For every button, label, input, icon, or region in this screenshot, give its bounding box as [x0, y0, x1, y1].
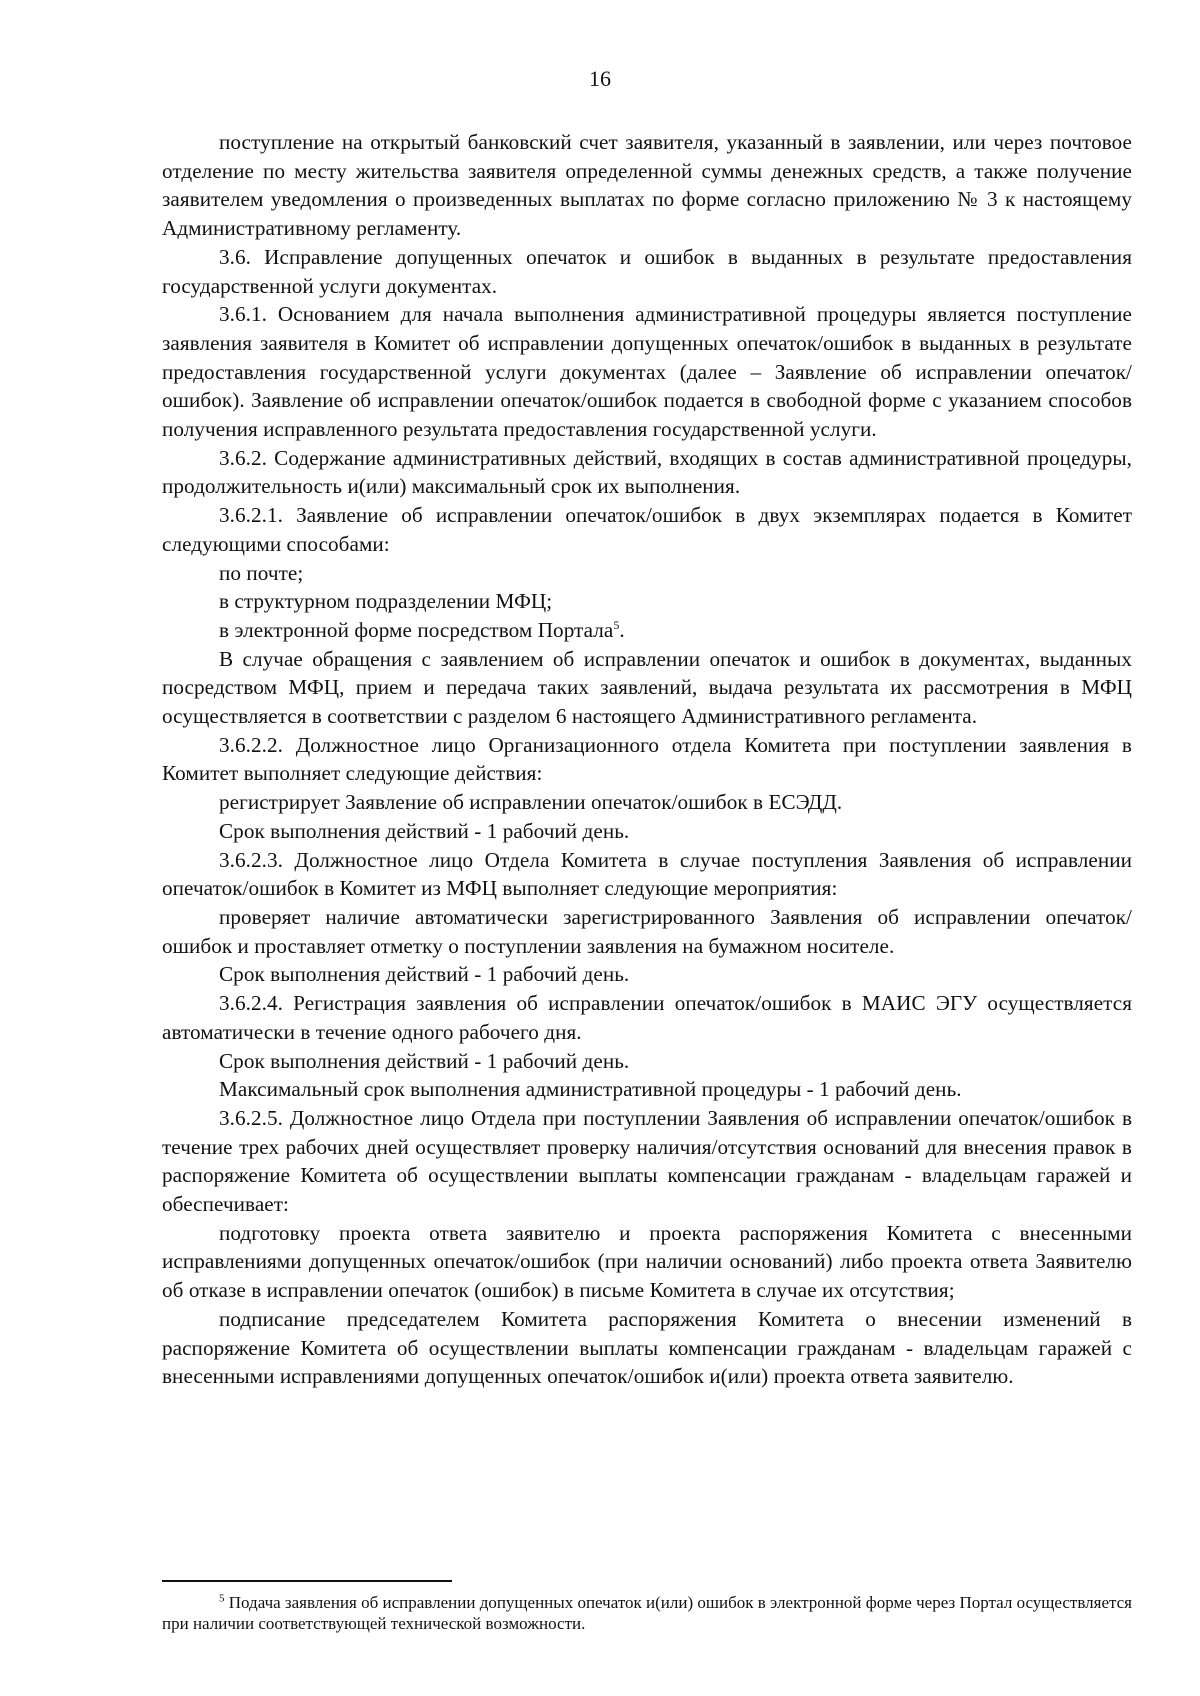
paragraph: регистрирует Заявление об исправлении опечаток/ошибок в ЕСЭДД.	[219, 790, 843, 815]
footnote-text: Подача заявления об исправлении допущенных опечаток и(или) ошибок в электронной форме через Портал осуществляется при наличии соответствующей технической возможности.	[162, 1593, 1132, 1633]
paragraph: Срок выполнения действий - 1 рабочий день.	[219, 1048, 630, 1073]
paragraph: Максимальный срок выполнения административной процедуры - 1 рабочий день.	[219, 1077, 962, 1102]
footnote-separator	[162, 1580, 452, 1582]
section-heading: 3.6. Исправление допущенных опечаток и ошибок в выданных в результате предоставления государственной услуги документах.	[162, 244, 1132, 298]
paragraph: поступление на открытый банковский счет заявителя, указанный в заявлении, или через почтовое отделение по месту жительства заявителя определенной суммы денежных средств, а также получение заявителем уведомления о произведенных выплатах по форме согласно приложению № 3 к настоящему Административному регламенту.	[162, 130, 1132, 241]
paragraph: 3.6.1. Основанием для начала выполнения административной процедуры является поступление заявления заявителя в Комитет об исправлении допущенных опечаток/ошибок в выданных в результате предоставления государственной услуги документах (далее – Заявление об исправлении опечаток/ошибок). Заявление об исправлении опечаток/ошибок подается в свободной форме с указанием способов получения исправленного результата предоставления государственной услуги.	[162, 302, 1132, 442]
list-item	[162, 616, 1132, 645]
paragraph: Срок выполнения действий - 1 рабочий день.	[219, 962, 630, 987]
paragraph: 3.6.2.2. Должностное лицо Организационного отдела Комитета при поступлении заявления в Комитет выполняет следующие действия:	[162, 732, 1132, 786]
paragraph: В случае обращения с заявлением об исправлении опечаток и ошибок в документах, выданных посредством МФЦ, прием и передача таких заявлений, выдача результата их рассмотрения в МФЦ осуществляется в соответствии с разделом 6 настоящего Административного регламента.	[162, 646, 1132, 729]
paragraph: 3.6.2.3. Должностное лицо Отдела Комитета в случае поступления Заявления об исправлении опечаток/ошибок в Комитет из МФЦ выполняет следующие мероприятия:	[162, 847, 1132, 901]
list-item-punctuation: .	[619, 617, 625, 642]
paragraph: 3.6.2.4. Регистрация заявления об исправлении опечаток/ошибок в МАИС ЭГУ осуществляется автоматически в течение одного рабочего дня.	[162, 991, 1132, 1044]
document-body	[162, 128, 1132, 1391]
footnote-reference: 5	[613, 617, 620, 632]
list-item-text: в электронной форме посредством Портала	[219, 617, 614, 642]
paragraph: 3.6.2.1. Заявление об исправлении опечаток/ошибок в двух экземплярах подается в Комитет следующими способами:	[162, 503, 1132, 556]
footnote-marker: 5	[219, 1592, 225, 1605]
list-item: по почте;	[219, 560, 304, 585]
list-item: в структурном подразделении МФЦ;	[219, 589, 553, 614]
paragraph: 3.6.2. Содержание административных действий, входящих в состав административной процедуры, продолжительность и(или) максимальный срок их выполнения.	[162, 445, 1132, 499]
paragraph: подготовку проекта ответа заявителю и проекта распоряжения Комитета с внесенными исправлениями допущенных опечаток/ошибок (при наличии оснований) либо проекта ответа Заявителю об отказе в исправлении опечаток (ошибок) в письме Комитета в случае их отсутствия;	[162, 1220, 1132, 1303]
page-number: 16	[589, 66, 611, 91]
paragraph: проверяет наличие автоматически зарегистрированного Заявления об исправлении опечаток/ошибок и проставляет отметку о поступлении заявления на бумажном носителе.	[162, 904, 1132, 958]
paragraph: 3.6.2.5. Должностное лицо Отдела при поступлении Заявления об исправлении опечаток/ошибок в течение трех рабочих дней осуществляет проверку наличия/отсутствия оснований для внесения правок в распоряжение Комитета об осуществлении выплаты компенсации гражданам - владельцам гаражей и обеспечивает:	[162, 1105, 1132, 1217]
paragraph: Срок выполнения действий - 1 рабочий день.	[219, 818, 630, 843]
paragraph: подписание председателем Комитета распоряжения Комитета о внесении изменений в распоряжение Комитета об осуществлении выплаты компенсации гражданам - владельцам гаражей с внесенными исправлениями допущенных опечаток/ошибок и(или) проекта ответа заявителю.	[162, 1306, 1132, 1389]
footnote	[162, 1592, 1132, 1634]
